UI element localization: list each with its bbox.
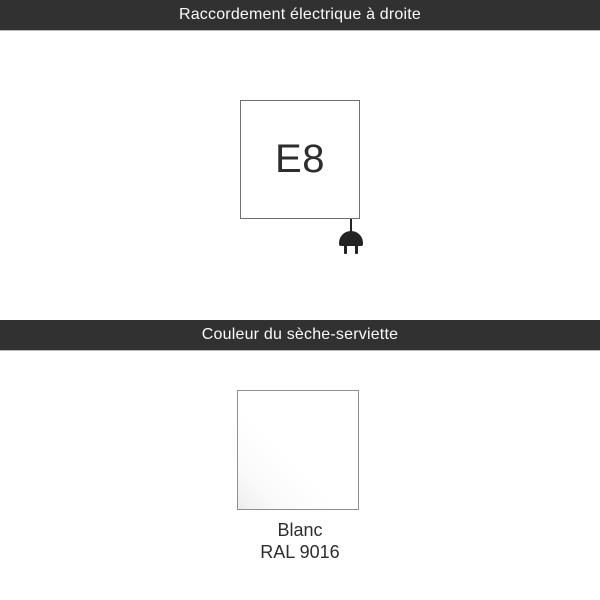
plug-prong-left — [344, 246, 347, 254]
color-code-label: RAL 9016 — [260, 542, 340, 562]
connection-code-label: E8 — [275, 137, 325, 181]
plug-prong-right — [355, 246, 358, 254]
color-section-header: Couleur du sèche-serviette — [0, 320, 600, 350]
color-swatch-white[interactable] — [237, 390, 359, 510]
plug-body — [339, 231, 363, 246]
swatch-caption — [0, 519, 600, 563]
connection-section-header: Raccordement électrique à droite — [0, 0, 600, 30]
connection-diagram-tile[interactable] — [240, 100, 360, 219]
power-plug-icon — [338, 219, 364, 254]
color-name-label: Blanc — [277, 520, 323, 540]
